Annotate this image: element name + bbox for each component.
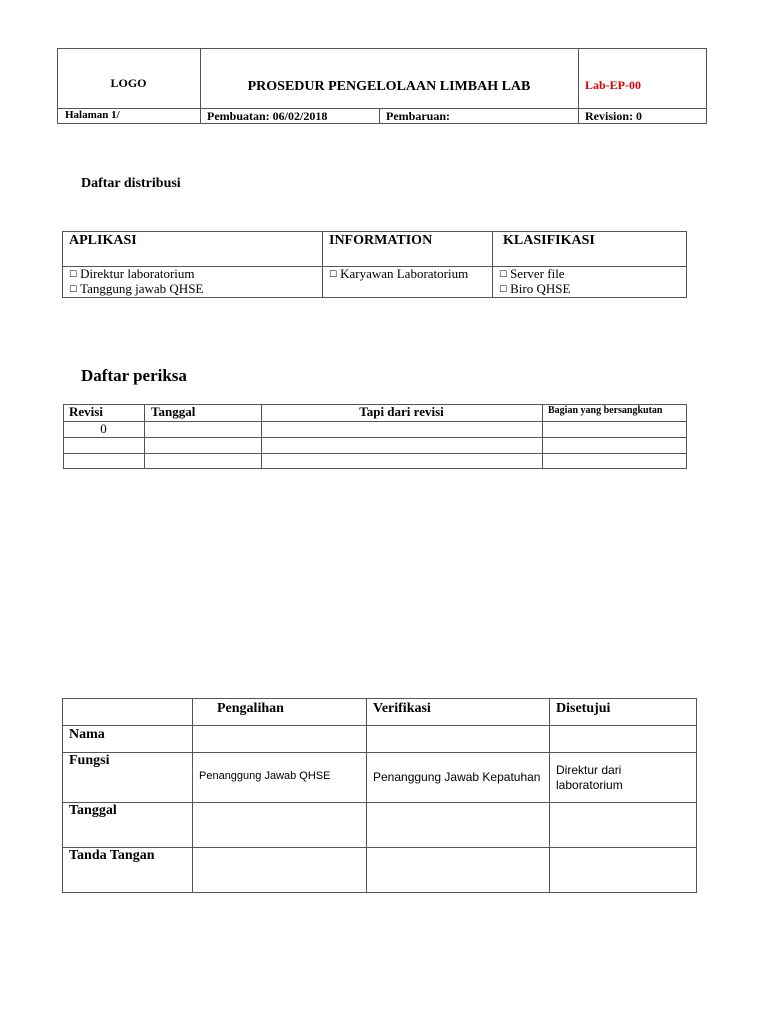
revision-number: Revision: 0 xyxy=(585,109,642,123)
empty-box-icon: ☐ xyxy=(499,270,508,280)
distribution-header-information: INFORMATION xyxy=(329,233,433,248)
checklist-header-revisi: Revisi xyxy=(69,404,103,419)
empty-box-icon: ☐ xyxy=(69,285,78,295)
fungsi-pengalihan: Penanggung Jawab QHSE xyxy=(199,770,331,782)
page-number: Halaman 1/ xyxy=(65,109,120,121)
checklist-header-bagian: Bagian yang bersangkutan xyxy=(548,405,663,416)
document-code: Lab-EP-00 xyxy=(585,78,642,92)
checklist-header-tanggal: Tanggal xyxy=(151,404,196,419)
approval-row-nama: Nama xyxy=(69,727,105,742)
distribution-item: ☐ Direktur laboratorium xyxy=(69,266,195,281)
distribution-item: ☐ Tanggung jawab QHSE xyxy=(69,281,204,296)
distribution-item: ☐ Biro QHSE xyxy=(499,281,571,296)
empty-box-icon: ☐ xyxy=(329,270,338,280)
distribution-heading: Daftar distribusi xyxy=(81,176,181,191)
logo-placeholder: LOGO xyxy=(110,76,147,90)
checklist-heading: Daftar periksa xyxy=(81,366,187,385)
checklist-header-tapi-dari-revisi: Tapi dari revisi xyxy=(359,404,444,419)
approval-header-disetujui: Disetujui xyxy=(556,701,611,716)
approval-header-verifikasi: Verifikasi xyxy=(373,701,431,716)
created-date: Pembuatan: 06/02/2018 xyxy=(207,109,328,123)
fungsi-disetujui: Direktur dari laboratorium xyxy=(556,763,623,792)
distribution-header-aplikasi: APLIKASI xyxy=(69,233,137,248)
document-title: PROSEDUR PENGELOLAAN LIMBAH LAB xyxy=(247,79,531,94)
distribution-header-klasifikasi: KLASIFIKASI xyxy=(503,233,595,248)
empty-box-icon: ☐ xyxy=(69,270,78,280)
updated-date: Pembaruan: xyxy=(386,109,450,123)
approval-header-pengalihan: Pengalihan xyxy=(217,701,284,716)
approval-row-tanda-tangan: Tanda Tangan xyxy=(69,848,155,863)
approval-row-fungsi: Fungsi xyxy=(69,753,110,768)
empty-box-icon: ☐ xyxy=(499,285,508,295)
distribution-item: ☐ Server file xyxy=(499,266,565,281)
fungsi-verifikasi: Penanggung Jawab Kepatuhan xyxy=(373,770,541,784)
checklist-cell-revisi: 0 xyxy=(100,421,107,436)
distribution-item: ☐ Karyawan Laboratorium xyxy=(329,266,469,281)
approval-row-tanggal: Tanggal xyxy=(69,803,117,818)
